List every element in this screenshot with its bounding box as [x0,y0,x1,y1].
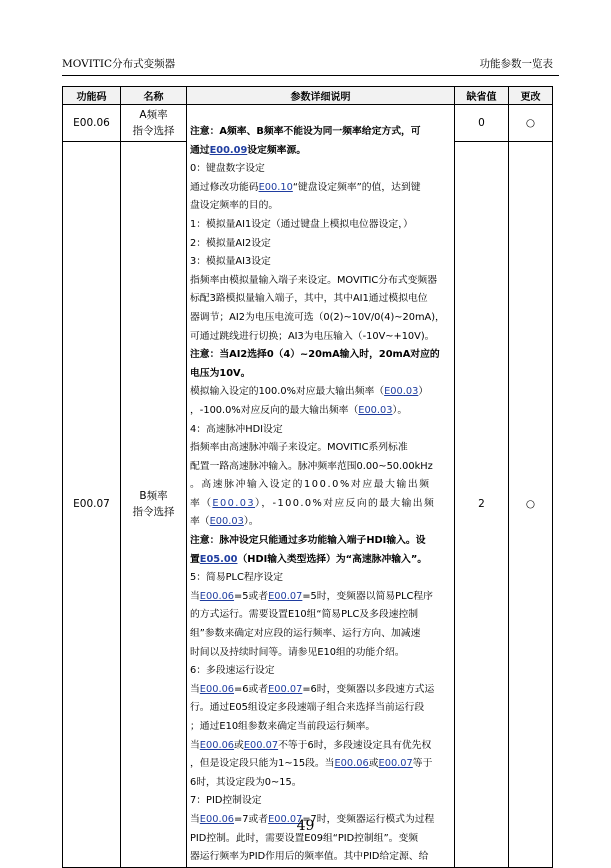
desc-line: 模拟输入设定的100.0%对应最大输出频率（E00.03） [190,386,429,398]
desc-line: 行。通过E05组设定多段速端子组合来选择当前运行段 [190,702,425,714]
link-e00-03[interactable]: E00.03 [384,386,419,398]
row1-default: 0 [455,105,509,142]
row2-change: ○ [509,142,553,868]
desc-line: 可通过跳线进行切换；AI3为电压输入（-10V~+10V)。 [190,330,435,342]
note-1b: 通过E00.09设定频率源。 [190,144,307,156]
link-e00-07[interactable]: E00.07 [268,683,303,695]
link-e00-06[interactable]: E00.06 [199,590,235,602]
col-header-code: 功能码 [63,87,121,105]
link-e00-10[interactable]: E00.10 [258,181,293,193]
row2-name-line1: B频率 [139,490,168,503]
link-e00-06[interactable]: E00.06 [334,758,369,770]
col-header-change: 更改 [509,87,553,105]
link-e00-03[interactable]: E00.03 [212,497,256,509]
desc-line: 当E00.06=7或者E00.07=7时，变频器运行模式为过程 [190,813,435,825]
desc-line: 时间以及持续时间等。请参见E10组的功能介绍。 [190,646,405,658]
link-e00-06[interactable]: E00.06 [199,683,235,695]
note-2a: 注意：当AI2选择0（4）~20mA输入时，20mA对应的 [190,349,440,361]
table-header-row [63,87,553,105]
desc-line: 当E00.06=6或者E00.07=6时，变频器以多段速方式运 [190,683,435,695]
header-section: 功能参数一览表 [479,58,553,70]
desc-line: 标配3路模拟量输入端子，其中，其中AI1通过模拟电位 [190,293,428,305]
link-e00-07[interactable]: E00.07 [268,590,303,602]
link-e05-00[interactable]: E05.00 [199,553,238,565]
desc-line: 7：PID控制设定 [190,795,262,807]
link-e00-06[interactable]: E00.06 [199,739,235,751]
desc-line: 当E00.06或E00.07不等于6时，多段速设定具有优先权 [190,739,432,751]
desc-line: 。高速脉冲输入设定的100.0%对应最大输出频 [190,479,431,491]
desc-line: 指频率由模拟量输入端子来设定。MOVITIC分布式变频器 [190,274,438,286]
col-header-name: 名称 [121,87,187,105]
link-e00-09[interactable]: E00.09 [209,144,248,156]
link-e00-03[interactable]: E00.03 [209,516,244,528]
link-e00-03[interactable]: E00.03 [358,404,393,416]
row2-name-line2: 指令选择 [132,506,175,519]
desc-line: ，但是设定段只能为1~15段。当E00.06或E00.07等于 [190,758,433,770]
desc-line: 盘设定频率的目的。 [190,200,279,212]
desc-line: 率（E00.03），-100.0%对应反向的最大输出频 [190,497,436,509]
desc-line: 通过修改功能码E00.10“键盘设定频率”的值，达到键 [190,181,421,193]
parameter-table [62,86,553,868]
desc-line: 组”参数来确定对应段的运行频率、运行方向、加减速 [190,628,421,640]
row1-change: ○ [509,105,553,142]
desc-line: 1：模拟量AI1设定（通过键盘上模拟电位器设定，） [190,218,413,230]
desc-line: 指频率由高速脉冲端子来设定。MOVITIC系列标准 [190,442,408,454]
header-rule [62,75,559,76]
row2-code: E00.07 [63,142,121,868]
desc-line: 率（E00.03）。 [190,516,259,528]
desc-line: ，-100.0%对应反向的最大输出频率（E00.03）。 [190,404,408,416]
col-header-description: 参数详细说明 [187,87,455,105]
desc-line: 5：简易PLC程序设定 [190,572,284,584]
note-3b: 置E05.00（HDI输入类型选择）为“高速脉冲输入”。 [190,553,428,565]
desc-line: 6：多段速运行设定 [190,665,275,677]
header-title: MOVITIC分布式变频器 [62,58,176,70]
desc-line: ；通过E10组参数来确定当前段运行频率。 [190,721,376,732]
row1-name [121,105,187,142]
desc-line: 配置一路高速脉冲输入。脉冲频率范围0.00~50.00kHz [190,460,433,472]
desc-line: 2：模拟量AI2设定 [190,237,271,249]
link-e00-07[interactable]: E00.07 [378,758,413,770]
col-header-default: 缺省值 [455,87,509,105]
note-3a: 注意：脉冲设定只能通过多功能输入端子HDI输入。设 [190,535,426,547]
link-e00-06[interactable]: E00.06 [199,813,235,825]
link-e00-07[interactable]: E00.07 [243,739,279,751]
description-cell [187,105,455,868]
desc-line: 器运行频率为PID作用后的频率值。其中PID给定源、给 [190,851,429,863]
desc-line: 的方式运行。需要设置E10组“简易PLC及多段速控制 [190,609,419,621]
row2-default: 2 [455,142,509,868]
table-row [63,105,553,142]
link-e00-07[interactable]: E00.07 [268,813,303,825]
desc-line: 3：模拟量AI3设定 [190,256,271,268]
note-2b: 电压为10V。 [190,367,251,379]
desc-line: PID控制。此时，需要设置E09组“PID控制组”。变频 [190,832,419,844]
desc-line: 当E00.06=5或者E00.07=5时，变频器以简易PLC程序 [190,590,433,602]
row1-name-line1: A频率 [139,109,168,121]
row2-name [121,142,187,868]
row1-code: E00.06 [63,105,121,142]
desc-line: 器调节；AI2为电压电流可选（0(2)~10V/0(4)~20mA)， [190,311,445,323]
page-number: 49 [296,818,315,834]
desc-line: 0：键盘数字设定 [190,163,265,175]
desc-line: 4：高速脉冲HDI设定 [190,423,283,435]
row1-name-line2: 指令选择 [132,125,175,137]
note-1a: 注意：A频率、B频率不能设为同一频率给定方式，可 [190,126,421,137]
desc-line: 6时，其设定段为0~15。 [190,776,302,788]
